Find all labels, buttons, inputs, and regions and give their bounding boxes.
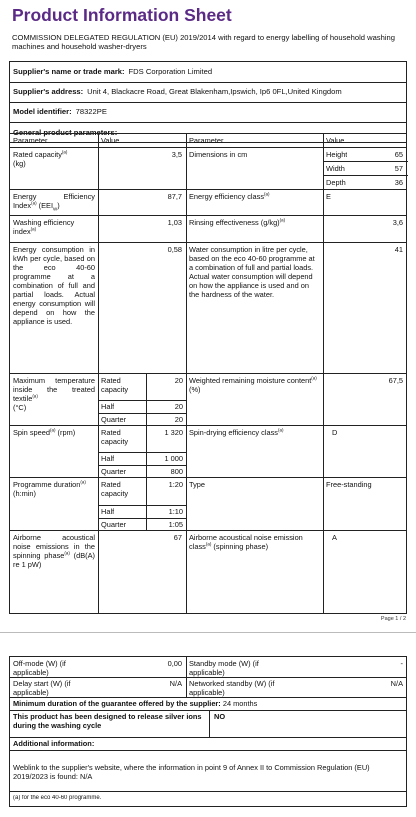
duration-half-label: Half xyxy=(101,507,115,516)
spin-class-label: Spin-drying efficiency class$^{(a)}$ xyxy=(189,428,284,437)
temp-quarter-value: 20 xyxy=(174,415,183,424)
washing-efficiency-label: Washing efficiency index$^{(a)}$ xyxy=(13,218,75,237)
delay-start-label: Delay start (W) (if applicable) xyxy=(13,679,71,698)
page-title: Product Information Sheet xyxy=(12,5,232,25)
page-two xyxy=(0,632,416,817)
supplier-address-label: Supplier's address: xyxy=(13,87,84,97)
spin-rated-label: Rated capacity xyxy=(101,428,129,447)
general-parameters-label: General product parameters: xyxy=(13,127,118,137)
duration-rated-value: 1:20 xyxy=(168,480,183,489)
depth-value: 36 xyxy=(394,178,403,187)
parameters-table xyxy=(9,133,407,614)
type-value: Free-standing xyxy=(326,480,372,489)
energy-class-label: Energy efficiency class$^{(a)}$ xyxy=(189,192,270,201)
supplier-address-value: Unit 4, Blackacre Road, Great Blakenham,Ipswich, Ip6 0FL,United Kingdom xyxy=(87,87,342,97)
eei-label: Energy Efficiency Index$^{(a)}$ $(EEI_W)$ xyxy=(13,192,95,212)
model-identifier-row xyxy=(10,102,406,122)
guarantee-value: 24 months xyxy=(222,699,258,708)
footnote: (a) for the eco 40-60 programme. xyxy=(13,795,102,801)
networked-standby-label: Networked standby (W) (if applicable) xyxy=(189,679,275,698)
standby-label: Standby mode (W) (if applicable) xyxy=(189,659,259,678)
temp-rated-value: 20 xyxy=(174,376,183,385)
washing-efficiency-value: 1,03 xyxy=(167,218,182,227)
dimensions-label: Dimensions in cm xyxy=(189,150,248,159)
networked-standby-value: N/A xyxy=(390,679,403,688)
depth-label: Depth xyxy=(326,178,346,187)
spin-speed-label: Spin speed$^{(a)}$ (rpm) xyxy=(13,428,76,437)
temp-rated-label: Rated capacity xyxy=(101,376,129,395)
regulation-subtitle: COMMISSION DELEGATED REGULATION (EU) 2019/2014 with regard to energy labelling of household washing machines and household washer-dryers xyxy=(12,33,395,52)
noise-class-label: Airborne acoustical noise emission class$^{(a)}$ (spinning phase) xyxy=(189,533,303,552)
silver-ions-label: This product has been designed to release silver ions during the washing cycle xyxy=(13,712,202,731)
header-value-2: Value xyxy=(326,136,345,145)
spin-half-label: Half xyxy=(101,454,115,463)
spin-quarter-label: Quarter xyxy=(101,467,127,476)
eei-value: 87,7 xyxy=(167,192,182,201)
noise-emission-value: 67 xyxy=(173,533,182,542)
rinsing-label: Rinsing effectiveness $(g/kg)^{(a)}$ xyxy=(189,218,286,227)
supplier-block xyxy=(9,61,407,143)
duration-rated-label: Rated capacity xyxy=(101,480,129,499)
spin-quarter-value: 800 xyxy=(170,467,183,476)
page-two-table xyxy=(9,656,407,807)
energy-consumption-value: 0,58 xyxy=(167,245,182,254)
supplier-name-label: Supplier's name or trade mark: xyxy=(13,67,125,77)
header-parameter: Parameter xyxy=(13,136,48,145)
programme-duration-label: Programme duration$^{(a)}$ (h:min) xyxy=(13,480,86,499)
moisture-label: Weighted remaining moisture content$^{(a)}$ (%) xyxy=(189,376,317,395)
off-mode-value: 0,00 xyxy=(167,659,182,668)
header-parameter-2: Parameter xyxy=(189,136,224,145)
water-consumption-value: 41 xyxy=(394,245,403,254)
rated-capacity-label: Rated capacity$^{(a)}$ (kg) xyxy=(13,150,68,169)
height-value: 65 xyxy=(394,150,403,159)
duration-half-value: 1:10 xyxy=(168,507,183,516)
type-label: Type xyxy=(189,480,206,489)
noise-emission-label: Airborne acoustical noise emissions in the spinning phase$^{(a)}$ (dB(A) re 1 pW) xyxy=(13,533,95,570)
supplier-name-row xyxy=(10,62,406,82)
duration-quarter-value: 1:05 xyxy=(168,520,183,529)
model-identifier-value: 78322PE xyxy=(75,107,107,117)
rinsing-value: 3,6 xyxy=(392,218,403,227)
temp-half-value: 20 xyxy=(174,402,183,411)
height-label: Height xyxy=(326,150,348,159)
supplier-address-row xyxy=(10,82,406,102)
off-mode-label: Off-mode (W) (if applicable) xyxy=(13,659,66,678)
additional-info-label: Additional information: xyxy=(13,739,95,748)
weblink-row xyxy=(13,763,403,781)
supplier-name-value: FDS Corporation Limited xyxy=(128,67,213,77)
spin-class-value: D xyxy=(332,428,338,437)
guarantee-row xyxy=(13,699,403,708)
moisture-value: 67,5 xyxy=(388,376,403,385)
silver-ions-value: NO xyxy=(214,712,226,721)
max-temperature-label: Maximum temperature inside the treated textile$^{(a)}$ (°C) xyxy=(13,376,95,413)
width-value: 57 xyxy=(394,164,403,173)
width-label: Width xyxy=(326,164,345,173)
water-consumption-label: Water consumption in litre per cycle, based on the eco 40-60 programme at a combination of full and partial loads. Actual water consumption will depend on how the appliance is used and on the hardness of the water. xyxy=(189,245,315,300)
energy-consumption-label: Energy consumption in kWh per cycle, based on the eco 40-60 programme at a combination of full and partial loads. Actual energy consumption will depend on how the appliance is used. xyxy=(13,245,95,327)
weblink-value: N/A xyxy=(80,772,93,782)
delay-start-value: N/A xyxy=(169,679,182,688)
noise-class-value: A xyxy=(332,533,337,542)
standby-value: - xyxy=(400,659,403,668)
header-value: Value xyxy=(101,136,120,145)
rated-capacity-value: 3,5 xyxy=(171,150,182,159)
spin-half-value: 1 000 xyxy=(164,454,183,463)
weblink-text: Weblink to the supplier's website, where the information in point 9 of Annex II to Commission Regulation (EU) 2019/2023 is found: xyxy=(13,763,370,782)
duration-quarter-label: Quarter xyxy=(101,520,127,529)
page-number: Page 1 / 2 xyxy=(380,616,406,622)
spin-rated-value: 1 320 xyxy=(164,428,183,437)
temp-half-label: Half xyxy=(101,402,115,411)
energy-class-value: E xyxy=(326,192,331,201)
temp-quarter-label: Quarter xyxy=(101,415,127,424)
guarantee-label: Minimum duration of the guarantee offered by the supplier: xyxy=(13,699,221,708)
model-identifier-label: Model identifier: xyxy=(13,107,72,117)
